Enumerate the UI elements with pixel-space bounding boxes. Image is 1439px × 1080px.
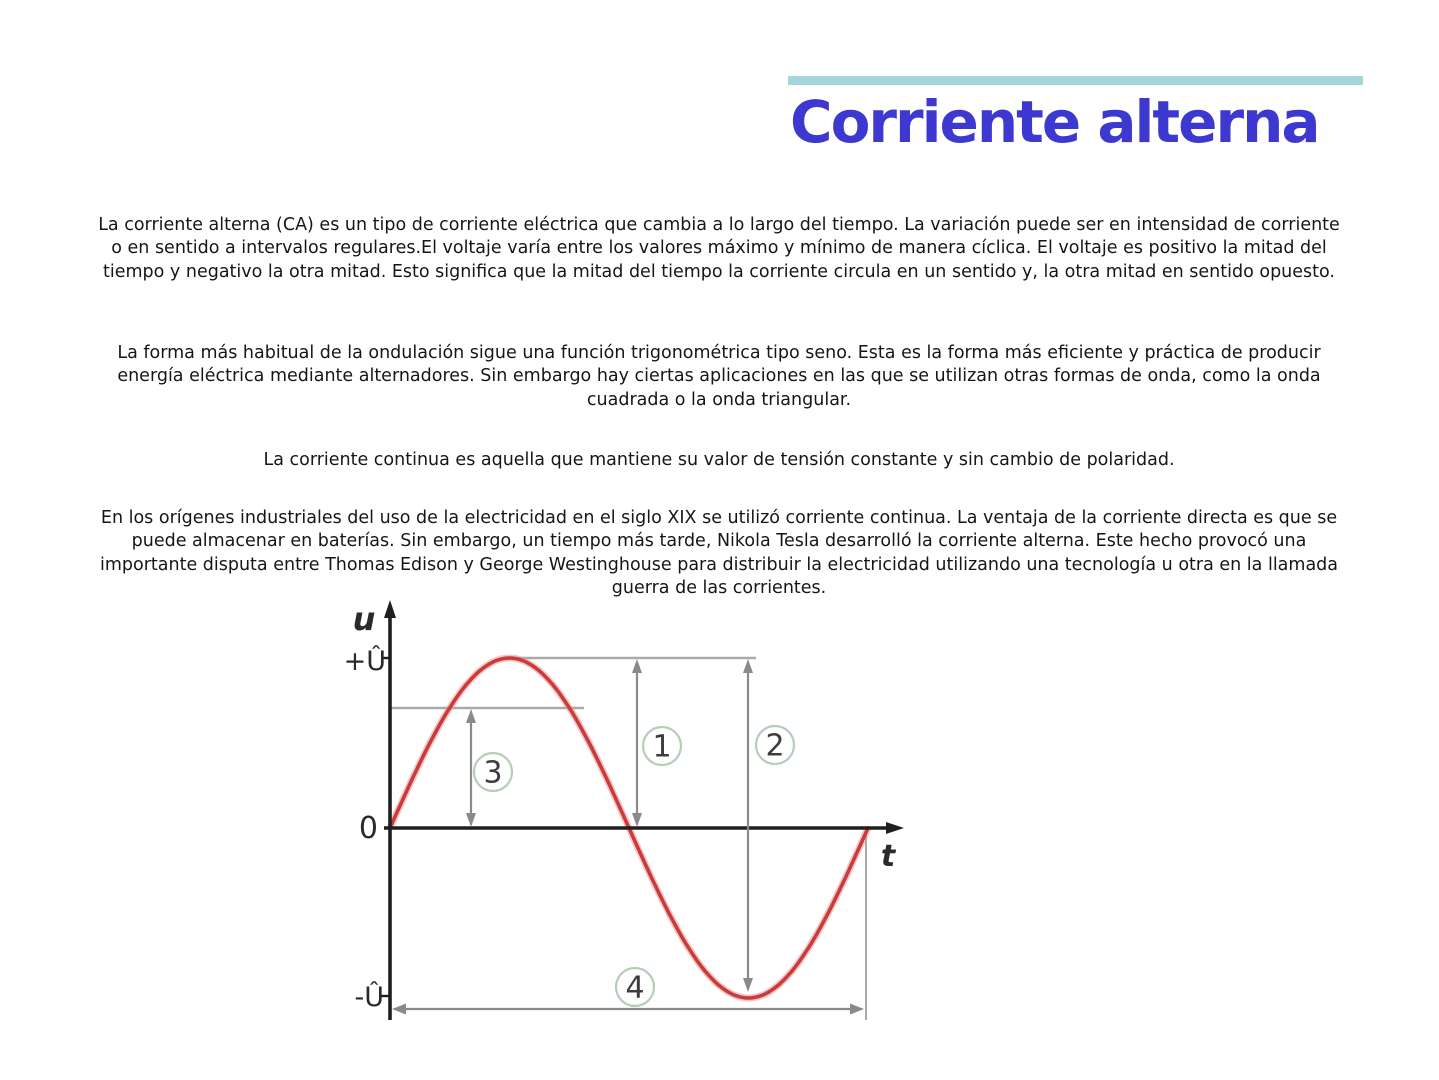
paragraph-sine-shape: La forma más habitual de la ondulación sigue una función trigonométrica tipo seno. Esta es la forma más eficiente y práctica de producir energía eléctrica mediante alternadores. Sin embargo hay ciertas aplicaciones en las que se utilizan otras formas de onda, como la onda cuadrada o la onda triangular.: [117, 342, 1321, 410]
sine-voltage-diagram: [330, 595, 920, 1055]
rms-arrow-head-up-icon: [466, 709, 476, 723]
trough-tick-label: -Û: [354, 982, 384, 1013]
zero-tick-label: 0: [358, 811, 378, 846]
marker-label-4: 4: [625, 970, 645, 1006]
period-arrow-head-right-icon: [850, 1004, 864, 1015]
paragraph-dc-definition: La corriente continua es aquella que mantiene su valor de tensión constante y sin cambio de polaridad.: [263, 449, 1175, 470]
y-axis-arrow-icon: [384, 600, 396, 618]
peak-to-peak-arrow-head-down-icon: [743, 978, 753, 992]
amplitude-arrow-head-down-icon: [632, 813, 642, 827]
amplitude-arrow-head-up-icon: [632, 659, 642, 673]
period-arrow-head-left-icon: [392, 1004, 406, 1015]
marker-label-2: 2: [765, 728, 785, 764]
x-axis-label: t: [880, 839, 896, 874]
y-axis-label: u: [352, 600, 376, 638]
paragraph-intro-ac: La corriente alterna (CA) es un tipo de corriente eléctrica que cambia a lo largo del tiempo. La variación puede ser en intensidad de corriente o en sentido a intervalos regulares.El voltaje varía entre los valores máximo y mínimo de manera cíclica. El voltaje es positivo la mitad del tiempo y negativo la otra mitad. Esto significa que la mitad del tiempo la corriente circula en un sentido y, la otra mitad en sentido opuesto.: [98, 214, 1340, 282]
peak-tick-label: +Û: [343, 646, 386, 677]
marker-label-3: 3: [483, 755, 503, 791]
marker-label-1: 1: [652, 729, 672, 765]
page-title: Corriente alterna: [790, 88, 1319, 156]
x-axis-arrow-icon: [886, 822, 904, 834]
peak-to-peak-arrow-head-up-icon: [743, 659, 753, 673]
paragraph-war-of-currents: En los orígenes industriales del uso de la electricidad en el siglo XIX se utilizó corriente continua. La ventaja de la corriente directa es que se puede almacenar en baterías. Sin embargo, un tiempo más tarde, Nikola Tesla desarrolló la corriente alterna. Este hecho provocó una importante disputa entre Thomas Edison y George Westinghouse para distribuir la electricidad utilizando una tecnología u otra en la llamada guerra de las corrientes.: [99, 507, 1339, 598]
header-accent-bar: [788, 76, 1363, 85]
rms-arrow-head-down-icon: [466, 813, 476, 827]
sine-voltage-svg: [330, 595, 920, 1055]
